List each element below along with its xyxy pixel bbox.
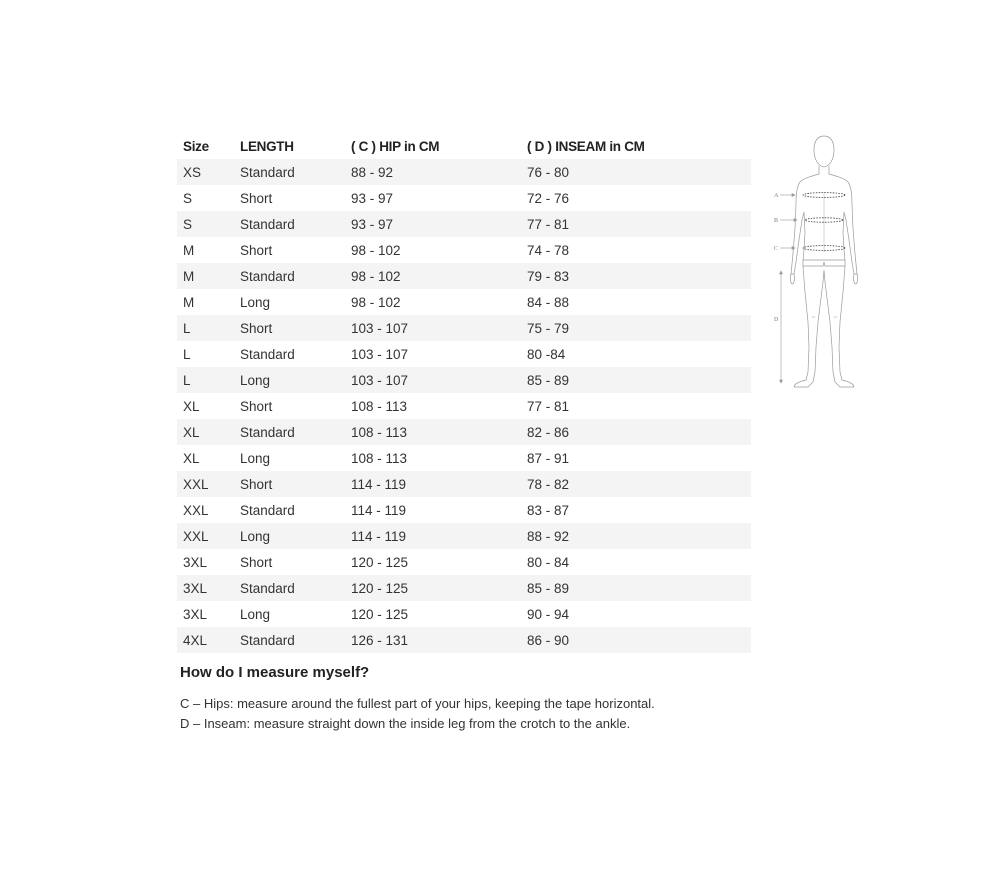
cell-size: M (183, 242, 195, 258)
cell-inseam: 77 - 81 (527, 216, 570, 232)
cell-length: Long (240, 450, 271, 466)
right-hand-outline (854, 274, 858, 284)
howto-title: How do I measure myself? (180, 664, 370, 681)
cell-inseam: 83 - 87 (527, 502, 570, 518)
body-measurement-figure (768, 132, 872, 394)
cell-inseam: 82 - 86 (527, 424, 570, 440)
table-row (177, 627, 751, 653)
table-row (177, 523, 751, 549)
cell-inseam: 79 - 83 (527, 268, 570, 284)
table-row (177, 549, 751, 575)
label-c: C (774, 246, 779, 252)
cell-inseam: 86 - 90 (527, 632, 570, 648)
howto-inseam-text: D – Inseam: measure straight down the inside leg from the crotch to the ankle. (180, 716, 631, 731)
cell-inseam: 80 - 84 (527, 554, 570, 570)
table-row (177, 211, 751, 237)
cell-hip: 98 - 102 (351, 268, 401, 284)
cell-hip: 108 - 113 (351, 398, 408, 414)
label-b: B (774, 218, 779, 224)
head-outline (814, 136, 834, 167)
label-a: A (774, 193, 779, 199)
cell-size: L (183, 372, 191, 388)
header-size: Size (183, 138, 209, 154)
table-header-row (177, 133, 751, 159)
cell-size: XS (183, 164, 202, 180)
cell-inseam: 75 - 79 (527, 320, 570, 336)
left-hand-outline (790, 274, 794, 284)
cell-length: Short (240, 320, 273, 336)
cell-hip: 103 - 107 (351, 346, 409, 362)
cell-inseam: 87 - 91 (527, 450, 570, 466)
cell-length: Short (240, 398, 273, 414)
cell-inseam: 90 - 94 (527, 606, 570, 622)
cell-length: Standard (240, 502, 295, 518)
cell-size: XXL (183, 502, 209, 518)
cell-size: L (183, 320, 191, 336)
cell-inseam: 74 - 78 (527, 242, 570, 258)
howto-hips-text: C – Hips: measure around the fullest part of your hips, keeping the tape horizontal. (180, 696, 655, 711)
cell-length: Standard (240, 632, 295, 648)
cell-size: 4XL (183, 632, 208, 648)
table-row (177, 393, 751, 419)
table-row (177, 263, 751, 289)
table-row (177, 497, 751, 523)
table-row (177, 471, 751, 497)
cell-hip: 120 - 125 (351, 554, 409, 570)
cell-hip: 98 - 102 (351, 294, 401, 310)
table-row (177, 419, 751, 445)
cell-size: M (183, 294, 195, 310)
cell-size: S (183, 190, 193, 206)
cell-length: Short (240, 554, 273, 570)
size-chart-table (177, 133, 751, 653)
cell-hip: 114 - 119 (351, 502, 407, 518)
cell-size: L (183, 346, 191, 362)
cell-length: Standard (240, 268, 295, 284)
cell-inseam: 85 - 89 (527, 372, 570, 388)
label-d: D (774, 317, 779, 323)
cell-hip: 103 - 107 (351, 372, 409, 388)
cell-length: Standard (240, 216, 295, 232)
cell-length: Short (240, 190, 273, 206)
cell-hip: 120 - 125 (351, 606, 409, 622)
cell-hip: 114 - 119 (351, 476, 407, 492)
table-row (177, 445, 751, 471)
cell-hip: 108 - 113 (351, 424, 408, 440)
cell-length: Standard (240, 580, 295, 596)
cell-inseam: 85 - 89 (527, 580, 570, 596)
cell-hip: 88 - 92 (351, 164, 394, 180)
header-inseam: ( D ) INSEAM in CM (527, 138, 645, 154)
table-row (177, 367, 751, 393)
cell-inseam: 72 - 76 (527, 190, 570, 206)
cell-length: Standard (240, 346, 295, 362)
cell-size: XXL (183, 528, 209, 544)
table-row (177, 289, 751, 315)
cell-hip: 98 - 102 (351, 242, 401, 258)
cell-inseam: 84 - 88 (527, 294, 570, 310)
cell-hip: 103 - 107 (351, 320, 409, 336)
cell-hip: 93 - 97 (351, 216, 394, 232)
cell-size: XXL (183, 476, 209, 492)
table-row (177, 575, 751, 601)
cell-size: XL (183, 450, 200, 466)
table-row (177, 159, 751, 185)
cell-inseam: 80 -84 (527, 346, 566, 362)
cell-length: Long (240, 294, 271, 310)
cell-inseam: 88 - 92 (527, 528, 570, 544)
table-row (177, 237, 751, 263)
cell-length: Standard (240, 424, 295, 440)
cell-length: Short (240, 242, 273, 258)
cell-size: S (183, 216, 193, 232)
shorts-outline (803, 260, 845, 266)
header-length: LENGTH (240, 138, 294, 154)
cell-length: Short (240, 476, 273, 492)
cell-length: Long (240, 372, 271, 388)
cell-hip: 93 - 97 (351, 190, 394, 206)
cell-size: XL (183, 398, 200, 414)
cell-hip: 120 - 125 (351, 580, 409, 596)
table-row (177, 601, 751, 627)
cell-size: M (183, 268, 195, 284)
table-row (177, 185, 751, 211)
cell-inseam: 76 - 80 (527, 164, 570, 180)
cell-inseam: 78 - 82 (527, 476, 570, 492)
cell-size: 3XL (183, 580, 208, 596)
table-row (177, 315, 751, 341)
cell-size: 3XL (183, 606, 208, 622)
cell-length: Long (240, 528, 271, 544)
cell-hip: 126 - 131 (351, 632, 409, 648)
cell-inseam: 77 - 81 (527, 398, 570, 414)
cell-size: XL (183, 424, 200, 440)
cell-length: Long (240, 606, 271, 622)
table-row (177, 341, 751, 367)
cell-hip: 108 - 113 (351, 450, 408, 466)
cell-size: 3XL (183, 554, 208, 570)
table-body (177, 159, 751, 653)
cell-hip: 114 - 119 (351, 528, 407, 544)
legs-outline (794, 266, 854, 387)
cell-length: Standard (240, 164, 295, 180)
header-hip: ( C ) HIP in CM (351, 138, 440, 154)
